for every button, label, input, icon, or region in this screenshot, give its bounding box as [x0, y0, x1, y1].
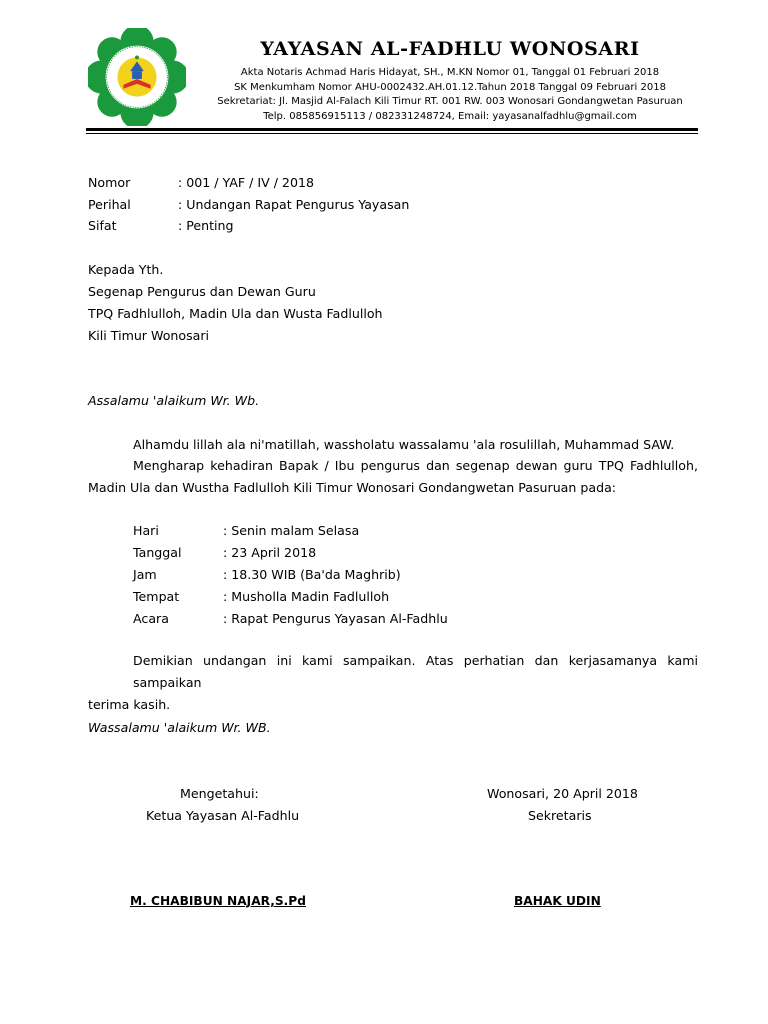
farewell: Wassalamu 'alaikum Wr. WB.: [88, 720, 271, 735]
closing-line: Demikian undangan ini kami sampaikan. Atas perhatian dan kerjasamanya kami sampaikan: [133, 653, 698, 690]
signature-right-name: BAHAK UDIN: [514, 894, 601, 908]
schedule-value: : 18.30 WIB (Ba'da Maghrib): [223, 567, 401, 582]
schedule-label: Jam: [133, 567, 157, 582]
meta-label-nomor: Nomor: [88, 175, 131, 190]
closing-paragraph: [88, 650, 698, 716]
foundation-logo: [88, 28, 186, 126]
schedule-label: Tempat: [133, 589, 180, 604]
recipient-line: Kepada Yth.: [88, 262, 164, 277]
invitation-line: Madin Ula dan Wustha Fadlulloh Kili Timur Wonosari Gondangwetan Pasuruan pada:: [88, 480, 617, 495]
meta-value-perihal: : Undangan Rapat Pengurus Yayasan: [178, 197, 410, 212]
closing-line: terima kasih.: [88, 697, 171, 712]
header-address-line: Sekretariat: Jl. Masjid Al-Falach Kili Timur RT. 001 RW. 003 Wonosari Gondangwetan Pasuruan: [217, 96, 683, 107]
schedule-value: : Rapat Pengurus Yayasan Al-Fadhlu: [223, 611, 448, 626]
signature-right-date: Wonosari, 20 April 2018: [487, 786, 638, 801]
schedule-label: Tanggal: [133, 545, 182, 560]
header-contact-line: Telp. 085856915113 / 082331248724, Email: yayasanalfadhlu@gmail.com: [263, 111, 637, 122]
header-notary-line: Akta Notaris Achmad Haris Hidayat, SH., M.KN Nomor 01, Tanggal 01 Februari 2018: [240, 67, 660, 78]
schedule-value: : 23 April 2018: [223, 545, 317, 560]
header-divider-thick: [86, 128, 698, 131]
meta-label-sifat: Sifat: [88, 218, 117, 233]
schedule-value: : Musholla Madin Fadlulloh: [223, 589, 390, 604]
meta-label-perihal: Perihal: [88, 197, 131, 212]
invitation-line: Mengharap kehadiran Bapak / Ibu pengurus dan segenap dewan guru TPQ Fadhlulloh,: [133, 458, 698, 473]
recipient-line: Kili Timur Wonosari: [88, 328, 210, 343]
schedule-value: : Senin malam Selasa: [223, 523, 360, 538]
organization-name: YAYASAN AL-FADHLU WONOSARI: [260, 38, 640, 60]
meta-value-nomor: : 001 / YAF / IV / 2018: [178, 175, 314, 190]
signature-right-role: Sekretaris: [528, 808, 592, 823]
recipient-line: TPQ Fadhlulloh, Madin Ula dan Wusta Fadlulloh: [88, 306, 383, 321]
signature-left-name: M. CHABIBUN NAJAR,S.Pd: [130, 894, 306, 908]
schedule-label: Hari: [133, 523, 159, 538]
header-decree-line: SK Menkumham Nomor AHU-0002432.AH.01.12.Tahun 2018 Tanggal 09 Februari 2018: [234, 82, 666, 93]
signature-left-role: Ketua Yayasan Al-Fadhlu: [146, 808, 300, 823]
meta-value-sifat: : Penting: [178, 218, 234, 233]
recipient-line: Segenap Pengurus dan Dewan Guru: [88, 284, 316, 299]
schedule-label: Acara: [133, 611, 169, 626]
invitation-paragraph: [88, 455, 698, 499]
opening-paragraph: Alhamdu lillah ala ni'matillah, wassholatu wassalamu 'ala rosulillah, Muhammad SAW.: [133, 437, 675, 452]
signature-left-top: Mengetahui:: [180, 786, 259, 801]
greeting: Assalamu 'alaikum Wr. Wb.: [88, 393, 260, 408]
header-divider-thin: [86, 133, 698, 134]
